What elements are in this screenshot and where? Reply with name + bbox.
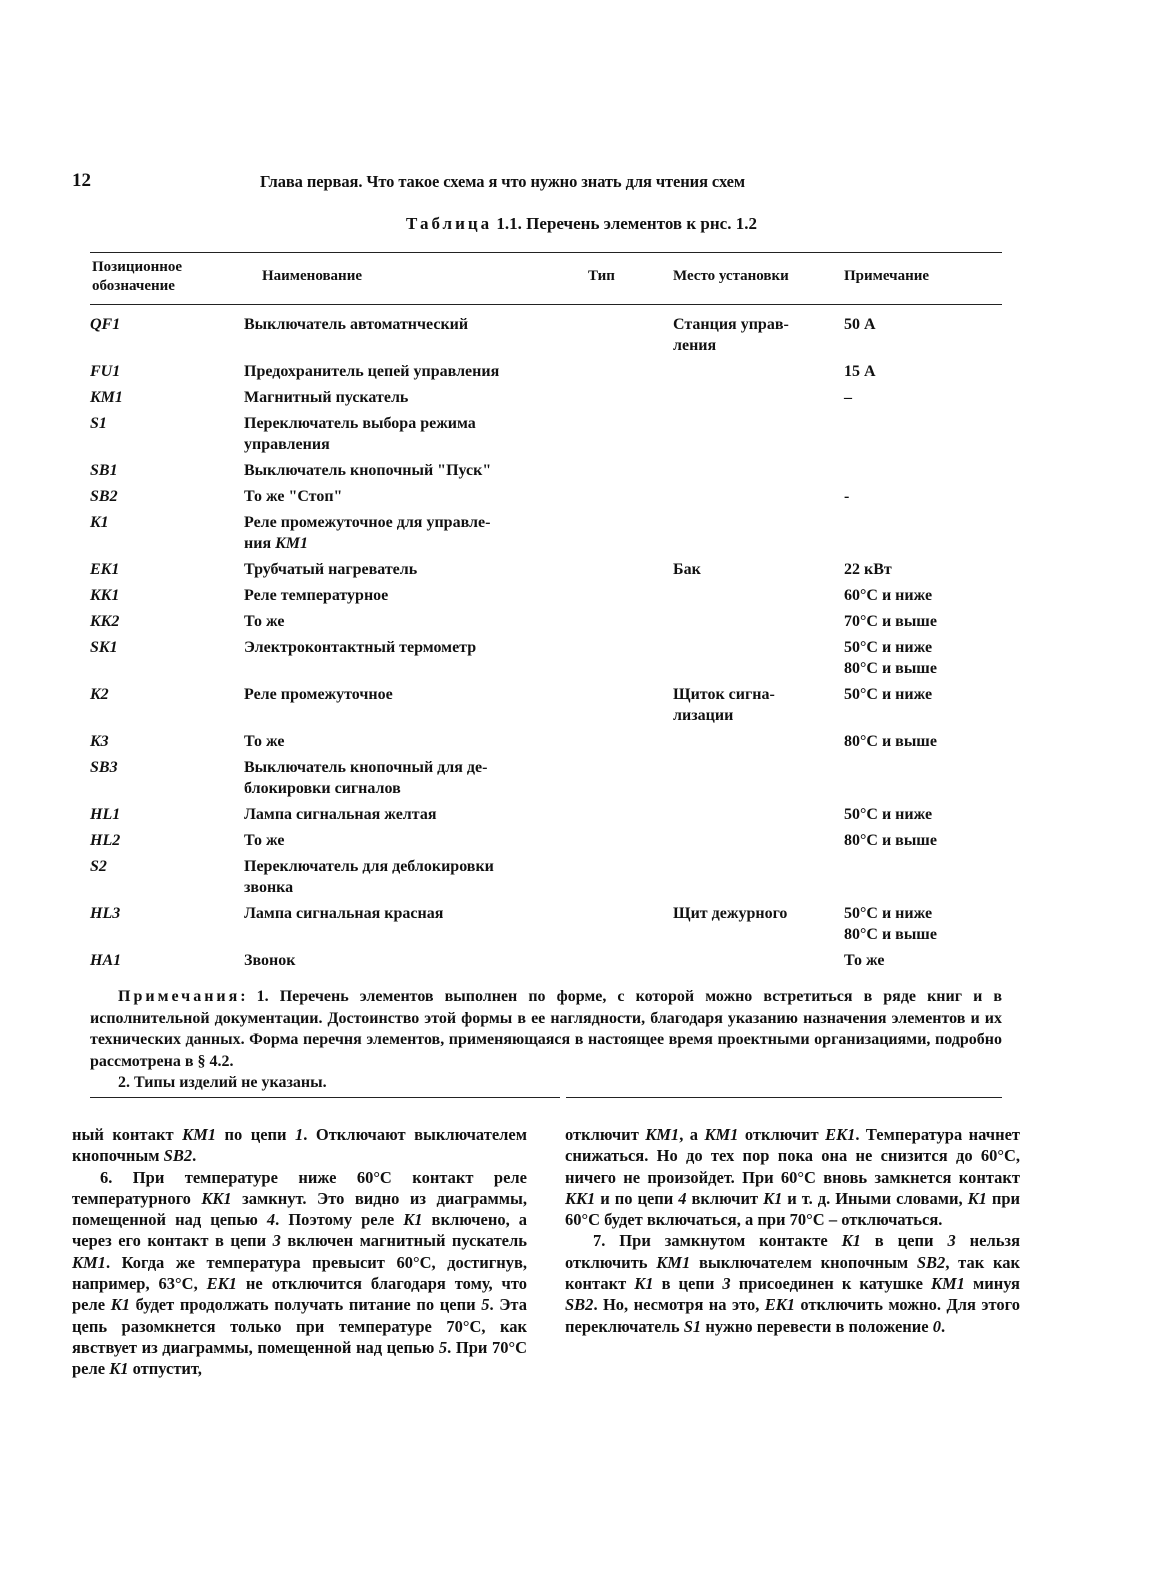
cell-position: HL2	[90, 832, 121, 849]
cell-name: Лампа сигнальная желтая	[244, 806, 437, 823]
table-top-rule	[90, 252, 1002, 253]
cell-note: -	[844, 488, 850, 505]
table-row	[90, 856, 1010, 903]
cell-name: Переключатель для деблокировки звонка	[244, 858, 494, 896]
cell-place: Щиток сигна- лизации	[673, 686, 775, 724]
table-row	[90, 460, 1010, 486]
cell-position: K2	[90, 686, 109, 703]
cell-position: HL1	[90, 806, 121, 823]
header-place: Место установки	[673, 268, 789, 284]
cell-name: Выключатель кнопочный "Пуск"	[244, 462, 492, 479]
cell-note: 80°С и выше	[844, 832, 937, 849]
table-row	[90, 903, 1010, 950]
note-2: 2. Типы изделий не указаны.	[118, 1074, 327, 1091]
cell-note: 80°С и выше	[844, 733, 937, 750]
table-bottom-rule-right	[566, 1097, 1002, 1098]
table-caption-label: Таблица	[406, 214, 493, 233]
table-row	[90, 413, 1010, 460]
table-row	[90, 611, 1010, 637]
table-caption-number: 1.1.	[496, 214, 522, 233]
cell-name: Магнитный пускатель	[244, 389, 409, 406]
header-position-line1: Позиционное	[92, 259, 183, 275]
table-header-row	[90, 258, 1010, 302]
cell-position: S2	[90, 858, 107, 875]
cell-name: Предохранитель цепей управления	[244, 363, 500, 380]
cell-name: Реле промежуточное	[244, 686, 393, 703]
cell-position: S1	[90, 415, 107, 432]
cell-note: 50 А	[844, 316, 876, 333]
cell-note: 50°С и ниже	[844, 686, 933, 703]
cell-note: 22 кВт	[844, 561, 892, 578]
cell-position: HL3	[90, 905, 121, 922]
cell-name: Звонок	[244, 952, 296, 969]
header-name: Наименование	[262, 268, 362, 284]
table-body	[90, 314, 1010, 976]
note-1-text: : 1. Перечень элементов выполнен по форме, с которой можно встретиться в ряде книг и в исполнительной документации. Достоинство этой формы в ее наглядности, благодаря указанию назначения элементов и их технических данных. Форма перечня элементов, применяющаяся в настоящее время проектными организациями, подробно рассмотрена в § 4.2.	[90, 988, 1002, 1070]
cell-name: Реле температурное	[244, 587, 389, 604]
table-row	[90, 512, 1010, 559]
cell-name: То же "Стоп"	[244, 488, 343, 505]
cell-name: Электроконтактный термометр	[244, 639, 477, 656]
table-row	[90, 684, 1010, 731]
cell-position: SB2	[90, 488, 118, 505]
cell-position: K1	[90, 514, 109, 531]
cell-name: То же	[244, 733, 285, 750]
page-header	[72, 170, 1012, 194]
cell-position: SB1	[90, 462, 118, 479]
header-position-line2: обозначение	[92, 278, 175, 294]
table-row	[90, 731, 1010, 757]
table-row	[90, 387, 1010, 413]
table-caption-title: Перечень элементов к рнс. 1.2	[526, 214, 757, 233]
page-number: 12	[72, 170, 91, 191]
notes-label: Примечания	[118, 988, 241, 1005]
table-caption	[0, 214, 1163, 234]
cell-position: KM1	[90, 389, 123, 406]
table-bottom-rule-left	[90, 1097, 560, 1098]
cell-note: –	[844, 389, 852, 406]
cell-note: 50°С и ниже	[844, 806, 933, 823]
cell-position: KK1	[90, 587, 120, 604]
table-row	[90, 804, 1010, 830]
cell-note: 50°С и ниже 80°С и выше	[844, 905, 937, 943]
cell-place: Станция управ- ления	[673, 316, 789, 354]
body-column-right	[565, 1124, 1020, 1337]
cell-name: Лампа сигнальная красная	[244, 905, 444, 922]
running-head: Глава первая. Что такое схема я что нужно знать для чтения схем	[260, 172, 746, 191]
cell-position: FU1	[90, 363, 121, 380]
cell-position: HA1	[90, 952, 122, 969]
table-row	[90, 585, 1010, 611]
cell-position: QF1	[90, 316, 121, 333]
cell-place: Бак	[673, 561, 701, 578]
cell-name: То же	[244, 613, 285, 630]
cell-position: K3	[90, 733, 109, 750]
body-column-left	[72, 1124, 527, 1380]
note-1	[90, 986, 1002, 1072]
cell-name: Реле промежуточное для управле- ния KM1	[244, 514, 491, 552]
table-notes	[90, 986, 1002, 1094]
table-row	[90, 637, 1010, 684]
header-type: Тип	[588, 268, 615, 284]
cell-name: Переключатель выбора режима управления	[244, 415, 476, 453]
table-row	[90, 361, 1010, 387]
table-header-rule	[90, 304, 1002, 305]
cell-place: Щит дежурного	[673, 905, 788, 922]
cell-note: 60°С и ниже	[844, 587, 933, 604]
left-paragraph-1: ный контакт KM1 по цепи 1. Отключают выключателем кнопочным SB2.	[72, 1125, 527, 1166]
table-row	[90, 757, 1010, 804]
cell-note: 15 А	[844, 363, 876, 380]
cell-note: 50°С и ниже 80°С и выше	[844, 639, 937, 677]
cell-position: SB3	[90, 759, 118, 776]
cell-note: То же	[844, 952, 885, 969]
cell-name: Выключатель кнопочный для де- блокировки сигналов	[244, 759, 488, 797]
table-row	[90, 559, 1010, 585]
header-note: Примечание	[844, 268, 930, 284]
table-row	[90, 314, 1010, 361]
cell-position: SK1	[90, 639, 118, 656]
cell-position: KK2	[90, 613, 120, 630]
cell-name: То же	[244, 832, 285, 849]
cell-note: 70°С и выше	[844, 613, 937, 630]
header-position	[92, 258, 182, 296]
table-row	[90, 830, 1010, 856]
cell-name: Трубчатый нагреватель	[244, 561, 418, 578]
left-paragraph-2: 6. При температуре ниже 60°С контакт реле температурного KK1 замкнут. Это видно из диаграммы, помещенной над цепью 4. Поэтому реле K1 включено, а через его контакт в цепи 3 включен магнитный пускатель KM1. Когда же температура превысит 60°С, достигнув, например, 63°С, EK1 не отключится благодаря тому, что реле K1 будет продолжать получать питание по цепи 5. Эта цепь разомкнется только при температуре 70°С, как явствует из диаграммы, помещенной над цепью 5. При 70°С реле K1 отпустит,	[72, 1167, 528, 1379]
table-row	[90, 486, 1010, 512]
right-paragraph-2: 7. При замкнутом контакте K1 в цепи 3 нельзя отключить KM1 выключателем кнопочным SB2, так как контакт K1 в цепи 3 присоединен к катушке KM1 минуя SB2. Но, несмотря на это, EK1 отключить можно. Для этого переключатель S1 нужно перевести в положение 0.	[565, 1231, 1020, 1336]
cell-position: EK1	[90, 561, 120, 578]
table-row	[90, 950, 1010, 976]
cell-name: Выключатель автоматнческий	[244, 316, 469, 333]
right-paragraph-1: отключит KM1, а KM1 отключит EK1. Температура начнет снижаться. Но до тех пор пока она не снизится до 60°С, ничего не произойдет. При 60°С вновь замкнется контакт KK1 и по цепи 4 включит K1 и т. д. Иными словами, K1 при 60°С будет включаться, а при 70°С – отключаться.	[565, 1125, 1021, 1230]
